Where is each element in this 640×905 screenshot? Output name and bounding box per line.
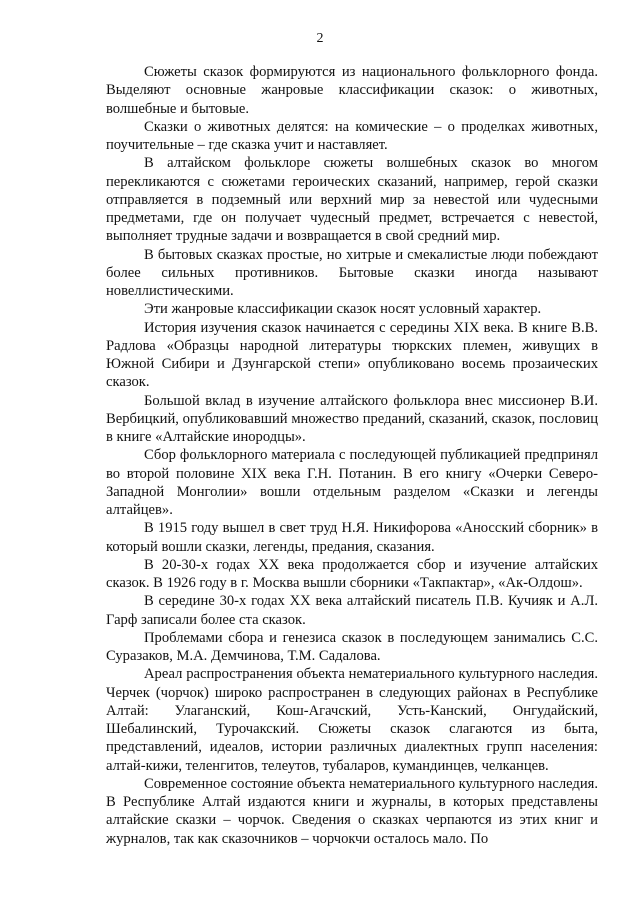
paragraph-genre-sources: Сюжеты сказок формируются из национального фольклорного фонда. Выделяют основные жанровые классификации сказок: о животных, волшебные и бытовые. <box>106 64 598 117</box>
paragraph-classification-note: Эти жанровые классификации сказок носят условный характер. <box>144 301 542 318</box>
paragraph-researchers: Проблемами сбора и генезиса сказок в последующем занимались С.С. Суразаков, М.А. Демчинова, Т.М. Садалова. <box>106 629 598 664</box>
paragraph-nikiforov: В 1915 году вышел в свет труд Н.Я. Никифорова «Аносский сборник» в который вошли сказки, легенды, предания, сказания. <box>106 520 598 555</box>
paragraph-potanin: Сбор фольклорного материала с последующей публикацией предпринял во второй половине XIX века Г.Н. Потанин. В его книгу «Очерки Северо-Западной Монголии» вошли отдельным разделом «Сказки и легенды алтайцев». <box>106 447 598 518</box>
paragraph-everyday-tales: В бытовых сказках простые, но хитрые и смекалистые люди побеждают более сильных противников. Бытовые сказки иногда называют новеллистическими. <box>106 246 598 299</box>
paragraph-current-state: Современное состояние объекта нематериального культурного наследия. В Республике Алтай издаются книги и журналы, в которых представлены алтайские сказки – чорчок. Сведения о сказках черпаются из этих книг и журналов, так как сказочников – чорчокчи осталось мало. По <box>106 775 598 847</box>
paragraph-verbitsky: Большой вклад в изучение алтайского фольклора внес миссионер В.И. Вербицкий, опубликовавший множество преданий, сказаний, сказок, пословиц в книге «Алтайские инородцы». <box>106 392 598 445</box>
paragraph-kuchiyak: В середине 30-х годах XX века алтайский писатель П.В. Кучияк и А.Л. Гарф записали более ста сказок. <box>106 593 598 628</box>
paragraph-animal-tales: Сказки о животных делятся: на комические – о проделках животных, поучительные – где сказка учит и наставляет. <box>106 118 598 153</box>
paragraph-1920s-collections: В 20-30-х годах XX века продолжается сбор и изучение алтайских сказок. В 1926 году в г. Москва вышли сборники «Такпактар», «Ак-Олдош». <box>106 556 598 591</box>
paragraph-study-history: История изучения сказок начинается с середины XIX века. В книге В.В. Радлова «Образцы народной литературы тюркских племен, живущих в Южной Сибири и Дзунгарской степи» опубликовано восемь прозаических сказок. <box>106 319 598 391</box>
document-body <box>106 63 598 848</box>
paragraph-magic-tales: В алтайском фольклоре сюжеты волшебных сказок во многом перекликаются с сюжетами героических сказаний, например, герой сказки отправляется в подземный или верхний мир за невестой или чудесными предметами, где он получает чудесный предмет, встречается с невестой, выполняет трудные задачи и возвращается в свой средний мир. <box>106 155 598 245</box>
page-number: 2 <box>316 31 324 46</box>
paragraph-distribution-area: Ареал распространения объекта нематериального культурного наследия. Черчек (чорчок) широко распространен в следующих районах в Республике Алтай: Улаганский, Кош-Агачский, Усть-Канский, Онгудайский, Шебалинский, Турочакский. Сюжеты сказок слагаются из быта, представлений, идеалов, истории различных диалектных групп населения: алтай-кижи, теленгитов, телеутов, тубаларов, кумандинцев, челканцев. <box>106 666 598 774</box>
